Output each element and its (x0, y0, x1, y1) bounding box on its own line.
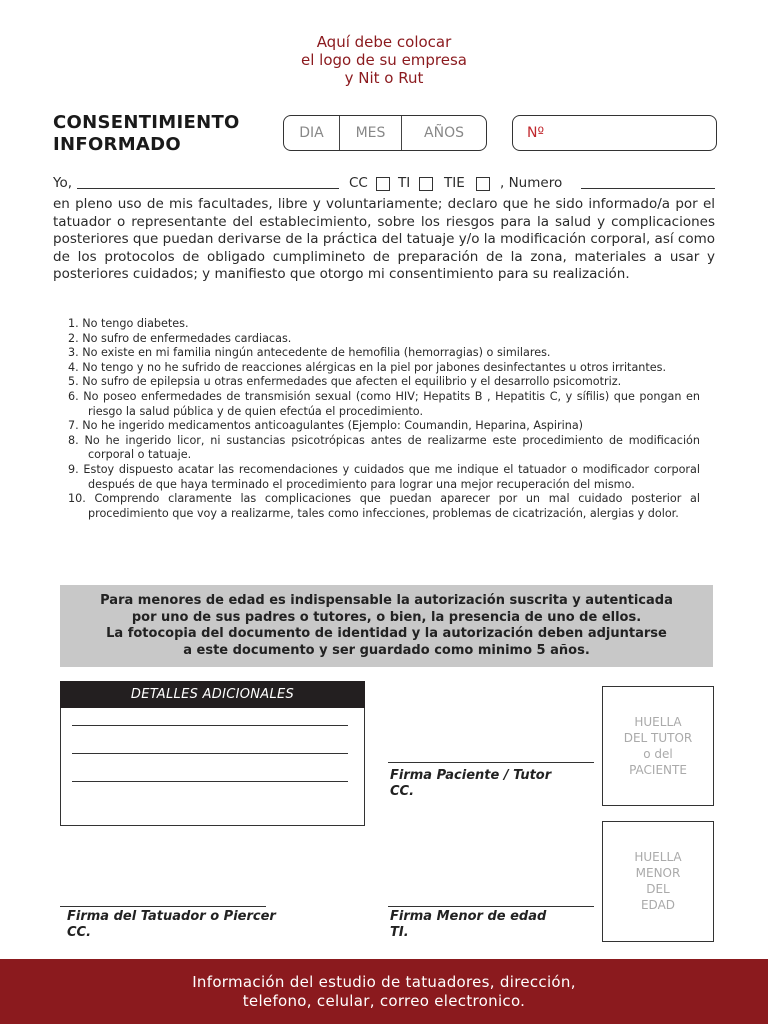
notice-line: a este documento y ser guardado como minimo 5 años. (183, 642, 590, 658)
details-line[interactable] (72, 725, 348, 726)
day-field[interactable]: DIA (284, 116, 340, 150)
fingerprint-tutor-box[interactable] (602, 686, 714, 806)
logo-note-line: y Nit o Rut (344, 69, 424, 87)
ti-label: TI (398, 175, 411, 191)
name-blank[interactable] (77, 175, 339, 189)
fingerprint-label: DEL TUTOR (623, 731, 693, 745)
id-number-blank[interactable] (581, 175, 715, 189)
title-line: CONSENTIMIENTO (53, 112, 240, 133)
notice-line: por uno de sus padres o tutores, o bien, la presencia de uno de ellos. (131, 609, 642, 625)
fingerprint-minor-box[interactable] (602, 821, 714, 942)
logo-note-line: Aquí debe colocar (316, 33, 452, 51)
details-line[interactable] (72, 781, 348, 782)
signature-caption: Firma del Tatuador o Piercer (67, 909, 276, 924)
list-item: 10. Comprendo claramente las complicaciones que puedan aparecer por un mal cuidado posterior al procedimiento que voy a realizarme, tales como infecciones, problemas de cicatrización, alergias y dolor. (68, 492, 700, 520)
fingerprint-label: HUELLA (634, 850, 682, 864)
list-item: 9. Estoy dispuesto acatar las recomendaciones y cuidados que me indique el tatuador o modificador corporal después de que haya terminado el procedimiento para lograr una mejor recuperación del mismo. (68, 462, 700, 491)
footer-line: Información del estudio de tatuadores, dirección, (192, 972, 576, 991)
signature-id: CC. (390, 784, 415, 799)
details-line[interactable] (72, 753, 348, 754)
notice-line: Para menores de edad es indispensable la autorización suscrita y autenticada (100, 593, 673, 608)
minor-signature-label (390, 909, 546, 941)
list-item: 4. No tengo y no he sufrido de reacciones alérgicas en la piel por jabones desinfectantes u otros irritantes. (68, 360, 667, 374)
signature-caption: Firma Paciente / Tutor (390, 768, 552, 783)
document-number-field[interactable] (512, 115, 717, 151)
signature-caption: Firma Menor de edad (390, 909, 547, 924)
list-item: 6. No poseo enfermedades de transmisión sexual (como HIV; Hepatits B , Hepatitis C, y sífilis) que pongan en riesgo la salud pública y de quien efectúa el procedimiento. (68, 389, 700, 418)
list-item: 5. No sufro de epilepsia u otras enfermedades que afecten el equilibrio y el desarrollo psicomotriz. (68, 375, 622, 389)
yo-label: Yo, (53, 175, 73, 191)
list-item: 3. No existe en mi familia ningún antecedente de hemofilia (hemorragias) o similares. (68, 346, 551, 360)
footer-line: telefono, celular, correo electronico. (242, 991, 526, 1010)
signature-id: TI. (390, 925, 409, 940)
signature-id: CC. (67, 925, 92, 940)
number-label: Nº (527, 125, 545, 141)
tattooer-signature-line[interactable] (60, 906, 266, 907)
list-item: 1. No tengo diabetes. (68, 317, 189, 330)
fingerprint-label: DEL (646, 882, 670, 896)
fingerprint-label: o del (643, 747, 673, 761)
tie-label: TIE (444, 175, 465, 191)
fingerprint-label: PACIENTE (629, 763, 687, 777)
date-box (283, 115, 487, 151)
fingerprint-label: EDAD (640, 898, 676, 912)
ti-checkbox[interactable] (419, 177, 433, 191)
tattooer-signature-label (67, 909, 276, 941)
document-title (53, 112, 240, 156)
list-item: 2. No sufro de enfermedades cardiacas. (68, 331, 292, 345)
studio-info-footer (0, 959, 768, 1024)
notice-line: La fotocopia del documento de identidad y la autorización deben adjuntarse (106, 626, 667, 641)
cc-label: CC (349, 175, 368, 191)
identity-line (53, 175, 717, 193)
minors-notice (60, 585, 713, 667)
title-line: INFORMADO (53, 134, 182, 155)
fingerprint-label: MENOR (635, 866, 681, 880)
conditions-list (68, 317, 700, 521)
fingerprint-label: HUELLA (634, 715, 682, 729)
cc-checkbox[interactable] (376, 177, 390, 191)
list-item: 8. No he ingerido licor, ni sustancias psicotrópicas antes de realizarme este procedimiento de modificación corporal o tatuaje. (68, 433, 700, 462)
tie-checkbox[interactable] (476, 177, 490, 191)
numero-label: , Numero (500, 175, 563, 191)
patient-signature-line[interactable] (388, 762, 594, 763)
month-field[interactable]: MES (340, 116, 402, 150)
logo-placeholder-note (0, 33, 768, 87)
declaration-paragraph: en pleno uso de mis facultades, libre y voluntariamente; declaro que he sido informado/a por el tatuador o representante del establecimiento, sobre los riesgos para la salud y complicaciones posteriores que puedan derivarse de la práctica del tatuaje y/o la modificación corporal, así como de los protocolos de obligado cumplimineto de preparación de la zona, materiales a usar y posteriores cuidados; y manifiesto que otorgo mi consentimiento para su realización. (53, 196, 715, 282)
minor-signature-line[interactable] (388, 906, 594, 907)
logo-note-line: el logo de su empresa (300, 51, 468, 69)
list-item: 7. No he ingerido medicamentos anticoagulantes (Ejemplo: Coumandin, Heparina, Aspirina) (68, 419, 584, 433)
patient-signature-label (390, 768, 551, 800)
year-field[interactable]: AÑOS (424, 125, 464, 141)
additional-details-header: DETALLES ADICIONALES (60, 681, 365, 708)
